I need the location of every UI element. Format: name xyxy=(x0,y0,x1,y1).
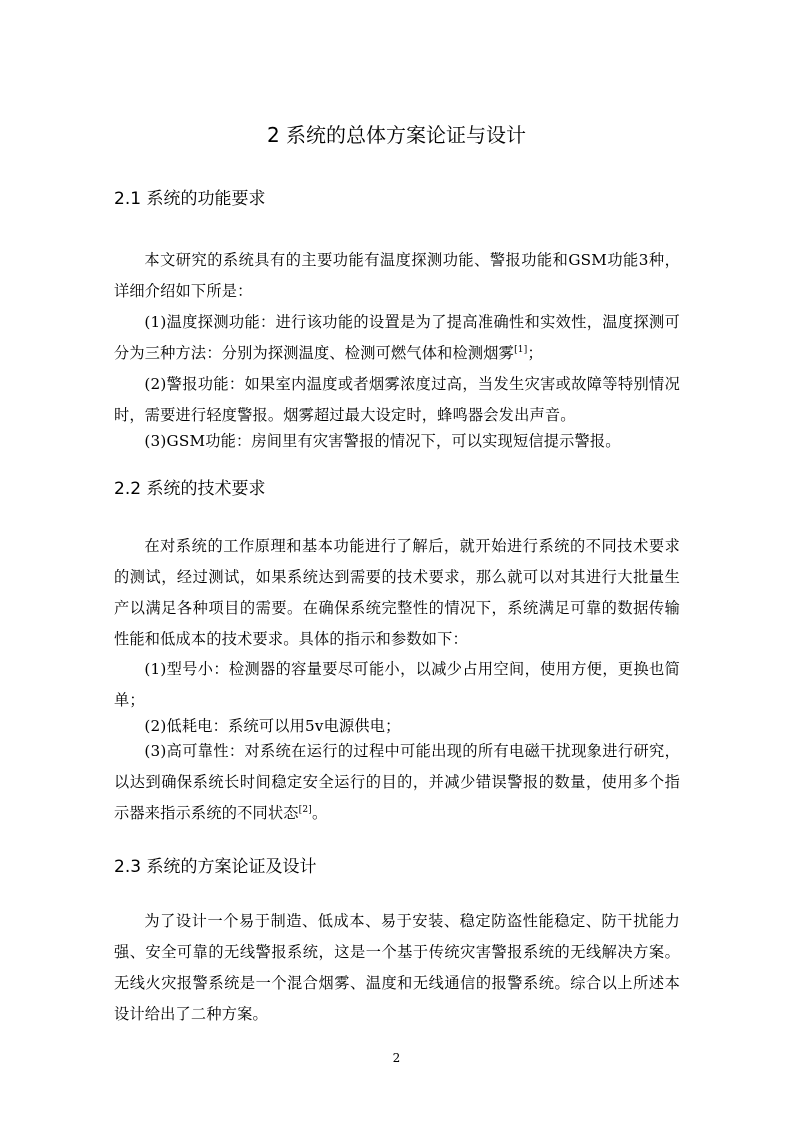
citation-ref: [2] xyxy=(298,804,313,815)
chapter-title: 2 系统的总体方案论证与设计 xyxy=(266,123,527,147)
paragraph: 为了设计一个易于制造、低成本、易于安装、稳定防盗性能稳定、防干扰能力强、安全可靠的无线警报系统，这是一个基于传统灾害警报系统的无线解决方案。无线火灾报警系统是一个混合烟雾、温度和无线通信的报警系统。综合以上所述本设计给出了二种方案。 xyxy=(114,912,680,1023)
section-heading-2-3: 2.3 系统的方案论证及设计 xyxy=(114,857,317,877)
citation-ref: [1] xyxy=(514,344,528,355)
section-heading-2-1: 2.1 系统的功能要求 xyxy=(114,189,266,209)
paragraph: (3)高可靠性：对系统在运行的过程中可能出现的所有电磁干扰现象进行研究，以达到确保系统长时间稳定安全运行的目的，并减少错误警报的数量，使用多个指示器来指示系统的不同状态[2]。 xyxy=(114,742,680,822)
paragraph: (1)型号小：检测器的容量要尽可能小，以减少占用空间，使用方便，更换也简单； xyxy=(114,660,680,709)
paragraph: (3)GSM功能：房间里有灾害警报的情况下，可以实现短信提示警报。 xyxy=(144,432,621,450)
page-number: 2 xyxy=(392,1051,401,1065)
paragraph: (1)温度探测功能：进行该功能的设置是为了提高准确性和实效性，温度探测可分为三种方法：分别为探测温度、检测可燃气体和检测烟雾[1]； xyxy=(114,313,680,362)
paragraph: 在对系统的工作原理和基本功能进行了解后，就开始进行系统的不同技术要求的测试，经过测试，如果系统达到需要的技术要求，那么就可以对其进行大批量生产以满足各种项目的需要。在确保系统完整性的情况下，系统满足可靠的数据传输性能和低成本的技术要求。具体的指示和参数如下： xyxy=(114,537,680,648)
section-heading-2-2: 2.2 系统的技术要求 xyxy=(114,479,266,499)
paragraph: (2)警报功能：如果室内温度或者烟雾浓度过高，当发生灾害或故障等特别情况时，需要进行轻度警报。烟雾超过最大设定时，蜂鸣器会发出声音。 xyxy=(114,375,680,424)
paragraph: (2)低耗电：系统可以用5v电源供电； xyxy=(144,717,401,735)
paragraph: 本文研究的系统具有的主要功能有温度探测功能、警报功能和GSM功能3种，详细介绍如下所是： xyxy=(114,251,680,300)
